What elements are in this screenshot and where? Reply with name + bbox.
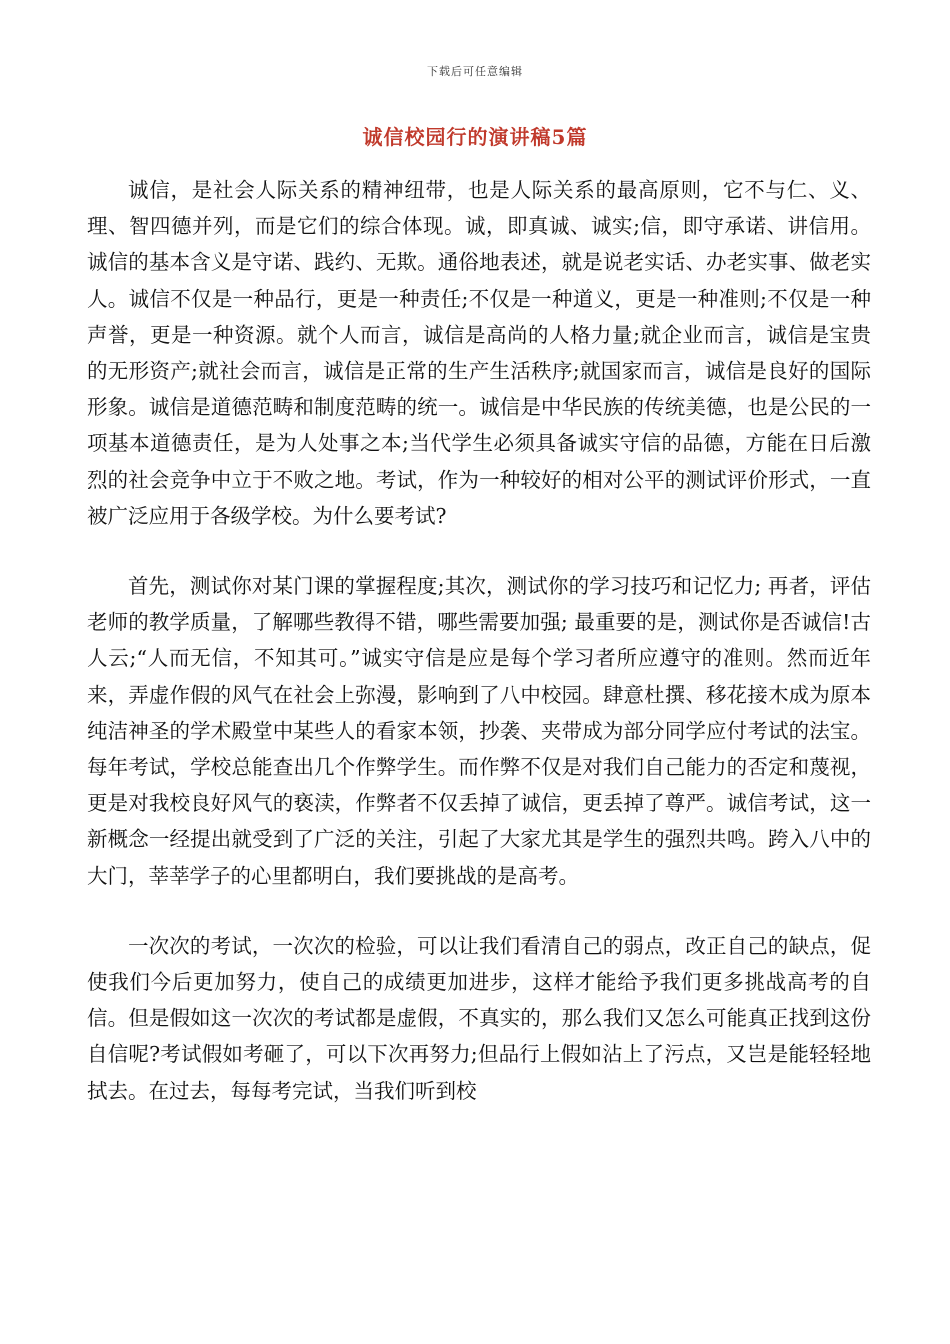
header-note: 下载后可任意编辑 [427, 65, 523, 78]
document-body [87, 172, 871, 1109]
document-title: 诚信校园行的演讲稿5篇 [362, 125, 588, 149]
paragraph-1: 诚信，是社会人际关系的精神纽带，也是人际关系的最高原则，它不与仁、义、理、智四德并列，而是它们的综合体现。诚，即真诚、诚实;信，即守承诺、讲信用。诚信的基本含义是守诺、践约、无欺。通俗地表述，就是说老实话、办老实事、做老实人。诚信不仅是一种品行，更是一种责任;不仅是一种道义，更是一种准则;不仅是一种声誉，更是一种资源。就个人而言，诚信是高尚的人格力量;就企业而言，诚信是宝贵的无形资产;就社会而言，诚信是正常的生产生活秩序;就国家而言，诚信是良好的国际形象。诚信是道德范畴和制度范畴的统一。诚信是中华民族的传统美德，也是公民的一项基本道德责任，是为人处事之本;当代学生必须具备诚实守信的品德，方能在日后激烈的社会竞争中立于不败之地。考试，作为一种较好的相对公平的测试评价形式，一直被广泛应用于各级学校。为什么要考试? [87, 178, 871, 528]
paragraph-2: 首先，测试你对某门课的掌握程度;其次，测试你的学习技巧和记忆力; 再者，评估老师的教学质量，了解哪些教得不错，哪些需要加强; 最重要的是，测试你是否诚信!古人云;“人而无信，不知其可。”诚实守信是应是每个学习者所应遵守的准则。然而近年来，弄虚作假的风气在社会上弥漫，影响到了八中校园。肆意杜撰、移花接木成为原本纯洁神圣的学术殿堂中某些人的看家本领，抄袭、夹带成为部分同学应付考试的法宝。每年考试，学校总能查出几个作弊学生。而作弊不仅是对我们自己能力的否定和蔑视，更是对我校良好风气的亵渎，作弊者不仅丢掉了诚信，更丢掉了尊严。诚信考试，这一新概念一经提出就受到了广泛的关注，引起了大家尤其是学生的强烈共鸣。跨入八中的大门，莘莘学子的心里都明白，我们要挑战的是高考。 [87, 574, 871, 888]
paragraph-3: 一次次的考试，一次次的检验，可以让我们看清自己的弱点，改正自己的缺点，促使我们今后更加努力，使自己的成绩更加进步，这样才能给予我们更多挑战高考的自信。但是假如这一次次的考试都是虚假，不真实的，那么我们又怎么可能真正找到这份自信呢?考试假如考砸了，可以下次再努力;但品行上假如沾上了污点，又岂是能轻轻地拭去。在过去，每每考完试，当我们听到校 [87, 933, 871, 1103]
